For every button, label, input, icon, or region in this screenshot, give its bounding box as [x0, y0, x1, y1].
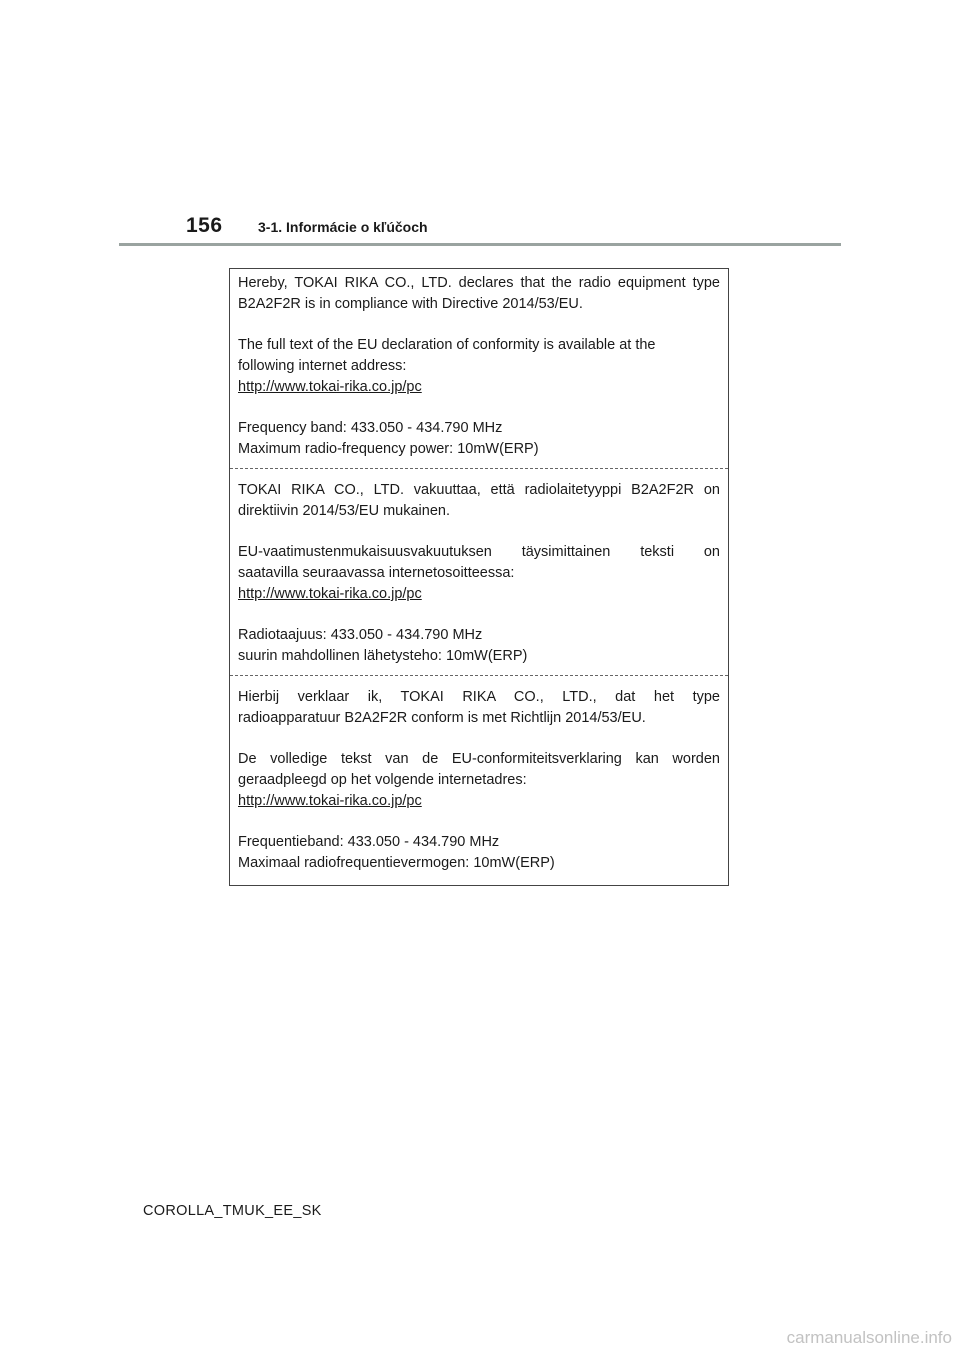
conformity-statement: [238, 480, 720, 522]
radio-specs: [238, 418, 720, 460]
declaration-url-link[interactable]: http://www.tokai-rika.co.jp/pc: [238, 379, 422, 395]
radio-specs: [238, 832, 720, 874]
document-code: COROLLA_TMUK_EE_SK: [143, 1203, 322, 1219]
text-line: following internet address:: [238, 358, 407, 374]
section-divider: [230, 675, 728, 676]
watermark: carmanualsonline.info: [786, 1328, 952, 1347]
text-line: B2A2F2R is in compliance with Directive 2014/53/EU.: [238, 296, 583, 312]
frequency-band: Frequentieband: 433.050 - 434.790 MHz: [238, 834, 500, 850]
text-line: radioapparatuur B2A2F2R conform is met Richtlijn 2014/53/EU.: [238, 710, 646, 726]
text-line: direktiivin 2014/53/EU mukainen.: [238, 503, 450, 519]
text-line: TOKAI RIKA CO., LTD. vakuuttaa, että radiolaitetyyppi B2A2F2R on: [238, 482, 720, 498]
declaration-url-link[interactable]: http://www.tokai-rika.co.jp/pc: [238, 586, 422, 602]
declaration-url-link[interactable]: http://www.tokai-rika.co.jp/pc: [238, 793, 422, 809]
text-line: EU-vaatimustenmukaisuusvakuutuksen täysimittainen teksti on: [238, 544, 720, 560]
max-power: Maximaal radiofrequentievermogen: 10mW(ERP): [238, 855, 555, 871]
declaration-box: [229, 268, 729, 886]
frequency-band: Radiotaajuus: 433.050 - 434.790 MHz: [238, 627, 483, 643]
frequency-band: Frequency band: 433.050 - 434.790 MHz: [238, 420, 503, 436]
declaration-availability: [238, 542, 720, 605]
text-line: The full text of the EU declaration of conformity is available at the: [238, 337, 656, 353]
declaration-availability: [238, 749, 720, 812]
header-divider: [119, 243, 841, 246]
text-line: saatavilla seuraavassa internetosoitteessa:: [238, 565, 515, 581]
declaration-dutch: [230, 687, 728, 874]
max-power: Maximum radio-frequency power: 10mW(ERP): [238, 441, 539, 457]
text-line: Hereby, TOKAI RIKA CO., LTD. declares that the radio equipment type: [238, 275, 720, 291]
max-power: suurin mahdollinen lähetysteho: 10mW(ERP): [238, 648, 528, 664]
text-line: geraadpleegd op het volgende internetadres:: [238, 772, 527, 788]
conformity-statement: [238, 273, 720, 315]
declaration-english: [230, 273, 728, 460]
text-line: De volledige tekst van de EU-conformiteitsverklaring kan worden: [238, 751, 720, 767]
text-line: Hierbij verklaar ik, TOKAI RIKA CO., LTD., dat het type: [238, 689, 720, 705]
conformity-statement: [238, 687, 720, 729]
declaration-finnish: [230, 480, 728, 667]
radio-specs: [238, 625, 720, 667]
section-divider: [230, 468, 728, 469]
section-title: 3-1. Informácie o kľúčoch: [258, 219, 428, 235]
page-number: 156: [186, 214, 223, 237]
declaration-availability: [238, 335, 720, 398]
